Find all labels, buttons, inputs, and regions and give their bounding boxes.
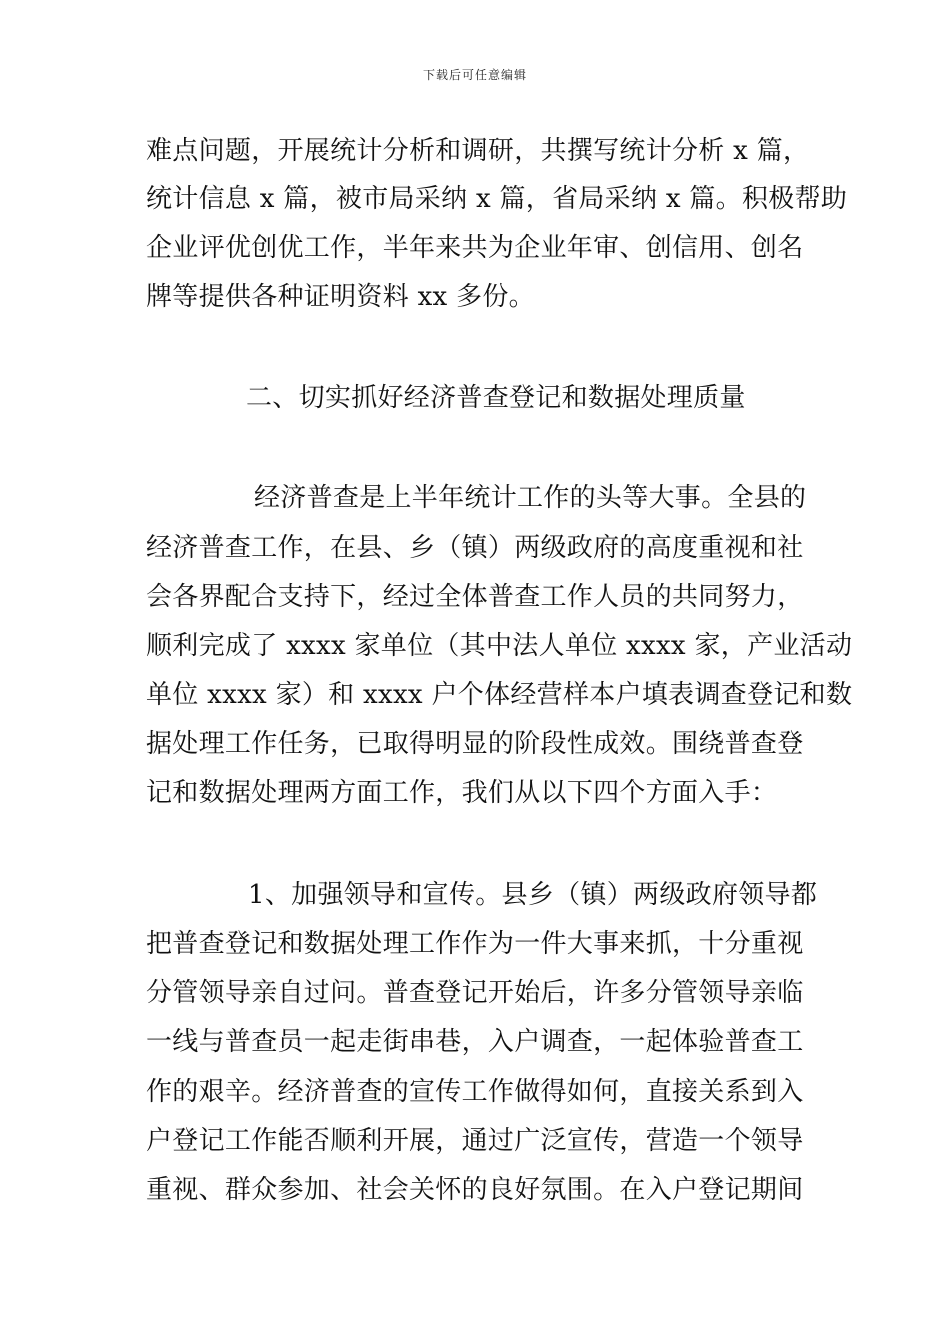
paragraph-3-line-1: 1、加强领导和宣传。县乡（镇）两级政府领导都 [248, 880, 818, 910]
paragraph-2-line-7: 记和数据处理两方面工作，我们从以下四个方面入手： [146, 778, 778, 808]
paragraph-3-line-5: 作的艰辛。经济普查的宣传工作做得如何，直接关系到入 [146, 1077, 804, 1107]
paragraph-1-line-3: 企业评优创优工作，半年来共为企业年审、创信用、创名 [146, 233, 804, 263]
paragraph-3-line-6: 户登记工作能否顺利开展，通过广泛宣传，营造一个领导 [146, 1126, 804, 1156]
paragraph-2-line-6: 据处理工作任务，已取得明显的阶段性成效。围绕普查登 [146, 729, 804, 759]
paragraph-1-line-2: 统计信息 x 篇，被市局采纳 x 篇，省局采纳 x 篇。积极帮助 [146, 184, 848, 214]
paragraph-3-line-3: 分管领导亲自过问。普查登记开始后，许多分管领导亲临 [146, 978, 804, 1008]
paragraph-2-line-4: 顺利完成了 xxxx 家单位（其中法人单位 xxxx 家，产业活动 [146, 631, 853, 661]
section-heading: 二、切实抓好经济普查登记和数据处理质量 [246, 383, 746, 413]
paragraph-1-line-1: 难点问题，开展统计分析和调研，共撰写统计分析 x 篇， [146, 136, 810, 166]
paragraph-2-line-3: 会各界配合支持下，经过全体普查工作人员的共同努力， [146, 582, 804, 612]
paragraph-2-line-5: 单位 xxxx 家）和 xxxx 户个体经营样本户填表调查登记和数 [146, 680, 853, 710]
paragraph-1-line-4: 牌等提供各种证明资料 xx 多份。 [146, 282, 535, 312]
page-header-note: 下载后可任意编辑 [422, 68, 527, 82]
paragraph-3-line-7: 重视、群众参加、社会关怀的良好氛围。在入户登记期间 [146, 1175, 804, 1205]
paragraph-3-line-2: 把普查登记和数据处理工作作为一件大事来抓，十分重视 [146, 929, 804, 959]
paragraph-2-line-1: 经济普查是上半年统计工作的头等大事。全县的 [254, 483, 807, 513]
paragraph-3-line-4: 一线与普查员一起走街串巷，入户调查，一起体验普查工 [146, 1027, 804, 1057]
paragraph-2-line-2: 经济普查工作，在县、乡（镇）两级政府的高度重视和社 [146, 533, 804, 563]
